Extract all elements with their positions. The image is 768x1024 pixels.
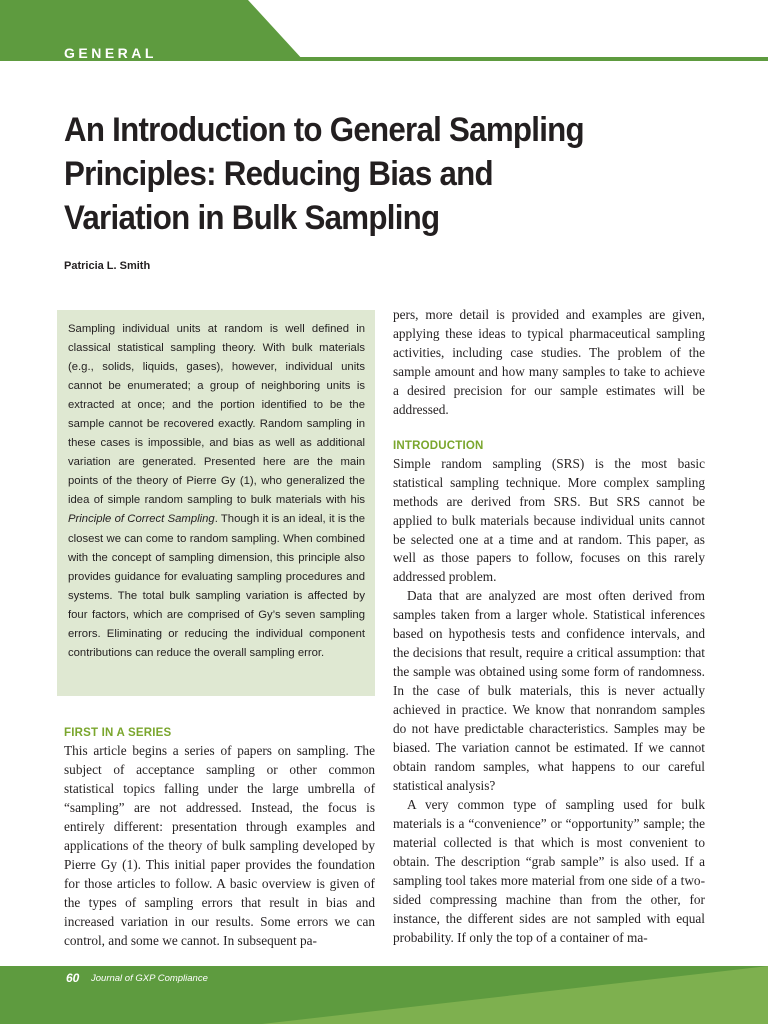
section-heading: INTRODUCTION (393, 439, 484, 452)
abstract-text (68, 320, 365, 663)
body-paragraph: A very common type of sampling used for bulk materials is a “convenience” or “opportunity” sample; the material collected is that which is most convenient to obtain. The description “grab sample” is also used. If a sampling tool takes more material from one side of a two-sided compressing machine than from the other, for instance, the different sides are not sampled with equal probability. If only the top of a container of ma- (393, 796, 705, 945)
abstract-box (57, 310, 375, 696)
body-paragraph: Data that are analyzed are most often derived from samples taken from a larger whole. Statistical inferences based on hypothesis tests and confidence intervals, and the decisions that result, require a critical assumption: that the sample was obtained using some form of randomness. In the case of bulk materials, this is never actually achieved in practice. We know that nonrandom samples do not have predictable characteristics. Samples may be biased. The variation cannot be estimated. If we cannot obtain random samples, what happens to our careful statistical analysis? (393, 588, 705, 793)
section-heading: FIRST IN A SERIES (64, 727, 172, 739)
title-line: Principles: Reducing Bias and (64, 155, 493, 193)
left-column (64, 724, 375, 950)
title-line: An Introduction to General Sampling (64, 111, 584, 149)
page-number: 60 (66, 971, 80, 985)
body-paragraph: This article begins a series of papers on sampling. The subject of acceptance sampling or other common statistical topics falling under the large umbrella of “sampling” are not addressed. Instead, the focus is entirely different: presentation through examples and applications of the theory of bulk sampling developed by Pierre Gy (1). This initial paper provides the foundation for those articles to follow. A basic overview is given of the types of sampling errors that result in bias and increased variation in our results. Some errors we can control, and some we cannot. In subsequent pa- (64, 743, 375, 948)
right-column (393, 306, 705, 948)
author-name: Patricia L. Smith (64, 260, 151, 272)
article-title (64, 108, 616, 240)
body-paragraph: pers, more detail is provided and examples are given, applying these ideas to typical pharmaceutical sampling activities, including case studies. The problem of the sample amount and how many samples to take to achieve a desired precision for our sample estimates will be addressed. (393, 307, 705, 417)
title-line: Variation in Bulk Sampling (64, 199, 440, 237)
body-paragraph: Simple random sampling (SRS) is the most basic statistical sampling technique. More complex sampling methods are derived from SRS. But SRS cannot be applied to bulk materials because individual units cannot be selected one at a time and at random. This paper, as well as those papers to follow, focuses on this rarely addressed problem. (393, 455, 705, 585)
abstract-text-part: . Though it is an ideal, it is the closest we can come to random sampling. When combined with the concept of sampling dimension, this principle also provides guidance for evaluating sampling procedures and systems. The total bulk sampling variation is affected by four factors, which are comprised of Gy’s seven sampling errors. Eliminating or reducing the individual component contributions can reduce the overall sampling error. (68, 513, 366, 659)
abstract-italic: Principle of Correct Sampling (68, 513, 215, 526)
section-label: GENERAL (64, 45, 157, 61)
abstract-text-part: Sampling individual units at random is well defined in classical statistical sampling theory. With bulk materials (e.g., solids, liquids, gases), however, individual units cannot be enumerated; a group of neighboring units is extracted at once; and the portion identified to be the sample cannot be recovered exactly. Random sampling in these cases is impossible, and bias as well as additional variation are generated. Presented here are the main points of the theory of Pierre Gy (1), who generalized the idea of simple random sampling to bulk materials with his (68, 323, 365, 507)
journal-name: Journal of GXP Compliance (91, 973, 208, 984)
